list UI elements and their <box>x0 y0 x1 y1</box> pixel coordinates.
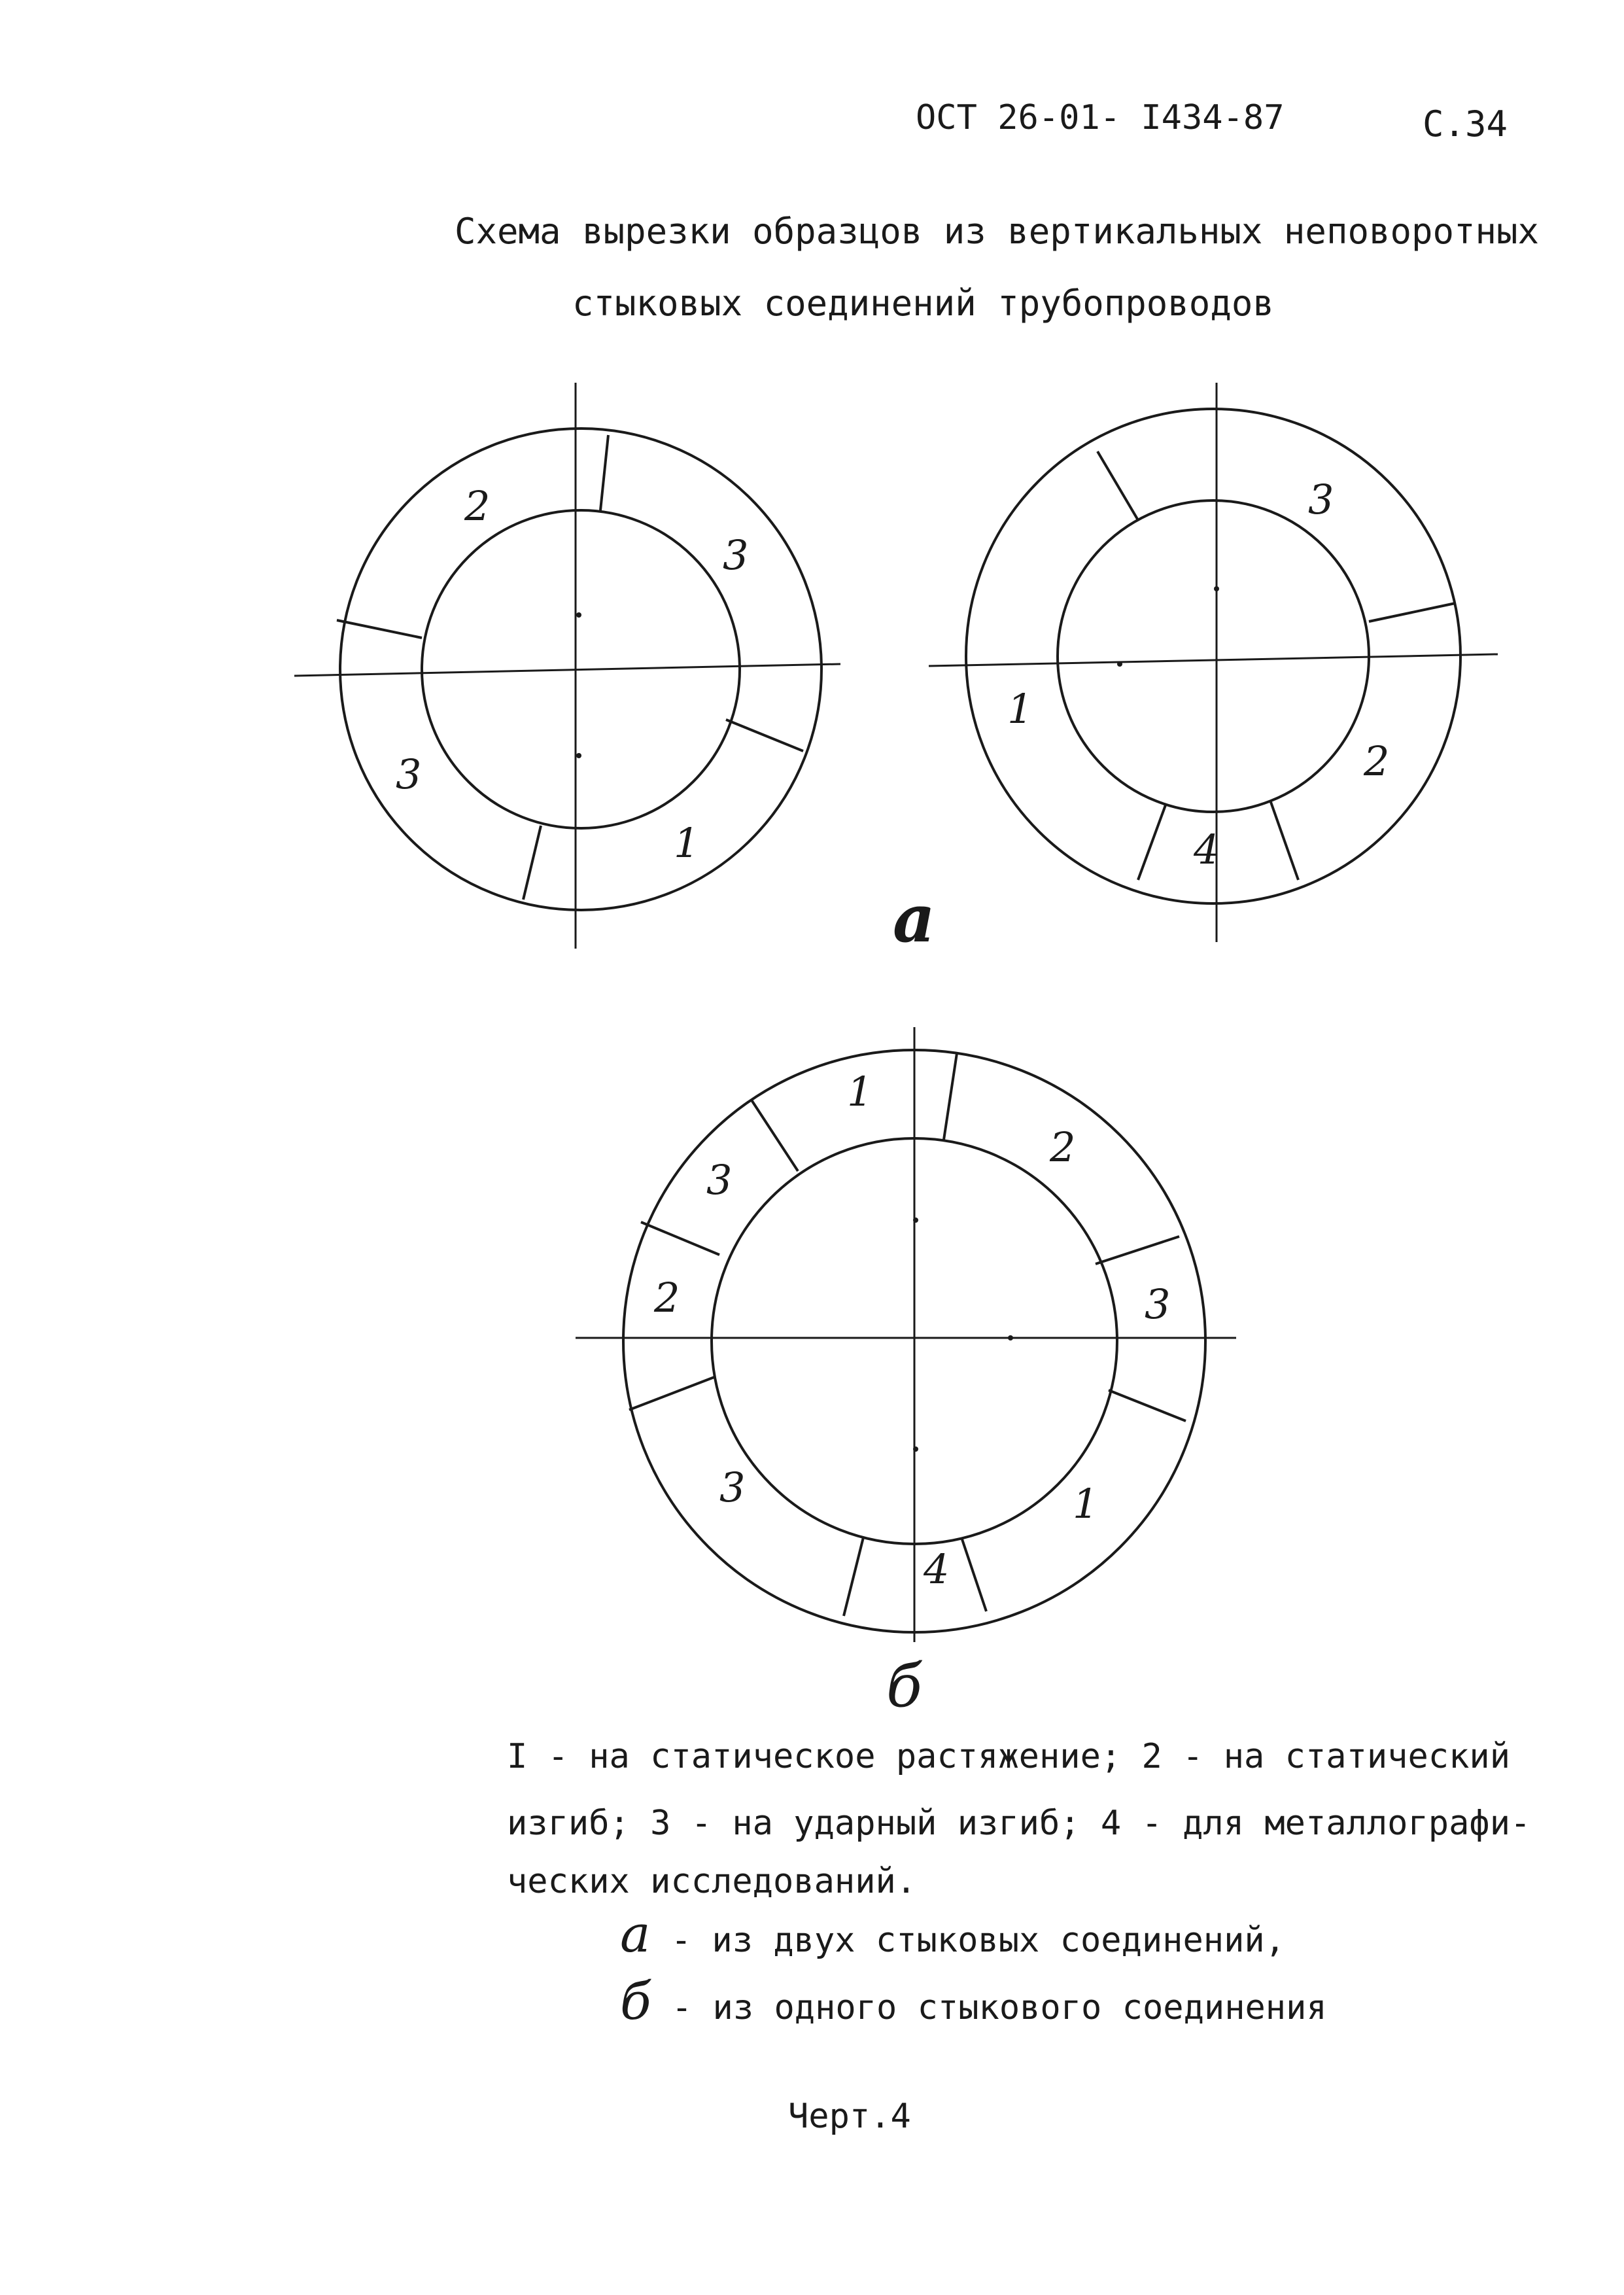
drawing-caption: Черт.4 <box>788 2097 911 2136</box>
segment-label: 2 <box>1364 737 1390 785</box>
segment-label: 1 <box>847 1068 873 1115</box>
legend-a-symbol: а <box>620 1905 651 1964</box>
segment-label: 2 <box>1050 1123 1076 1171</box>
horizontal-axis <box>294 664 840 676</box>
inner-circle <box>1058 500 1369 812</box>
segment-label: 3 <box>706 1156 733 1204</box>
cut-line <box>844 1537 863 1616</box>
cut-line <box>1271 802 1298 880</box>
drawing-title-line-2: стыковых соединений трубопроводов <box>572 283 1274 324</box>
legend-a-text: - из двух стыковых соединений, <box>650 1921 1286 1960</box>
legend-b-item <box>620 1972 1327 2031</box>
cut-line <box>944 1053 957 1140</box>
standard-code: ОСТ 26-01- I434-87 <box>916 98 1285 137</box>
legend-b-text: - из одного стыкового соединения <box>651 1988 1327 2027</box>
legend-line-3: ческих исследований. <box>507 1862 917 1901</box>
cut-line <box>1138 803 1166 880</box>
segment-label: 4 <box>924 1545 950 1593</box>
segment-label: 1 <box>674 819 700 867</box>
segment-label: 3 <box>396 750 422 798</box>
figure-a-label: а <box>893 880 935 957</box>
legend-line-1: I - на статическое растяжение; 2 - на статический <box>507 1737 1511 1776</box>
segment-label: 3 <box>1308 476 1334 523</box>
cut-line <box>337 620 422 638</box>
segment-label: 2 <box>654 1274 680 1322</box>
cut-line <box>1369 603 1455 622</box>
cut-line <box>751 1099 798 1171</box>
figure-a-left-ring <box>294 383 840 949</box>
segment-label: 2 <box>464 482 491 530</box>
cut-line <box>523 826 541 900</box>
cut-line <box>1097 451 1138 520</box>
cut-line <box>961 1537 986 1611</box>
segment-label: 3 <box>719 1463 746 1511</box>
drawing-title-line-1: Схема вырезки образцов из вертикальных неповоротных <box>455 211 1540 252</box>
page-number: С.34 <box>1423 103 1508 145</box>
segment-label: 1 <box>1007 685 1033 733</box>
cut-line <box>600 435 608 510</box>
figure-b-label: б <box>886 1652 922 1721</box>
cut-line <box>1096 1236 1179 1264</box>
segment-label: 3 <box>1145 1280 1171 1328</box>
horizontal-axis <box>929 654 1498 666</box>
segment-label: 3 <box>723 531 749 579</box>
segment-label: 4 <box>1194 826 1220 873</box>
legend-line-2: изгиб; 3 - на ударный изгиб; 4 - для металлографи- <box>507 1804 1531 1843</box>
figure-b-ring <box>576 1027 1236 1642</box>
cut-line <box>629 1377 714 1410</box>
cut-line <box>726 720 803 751</box>
legend-a-item <box>620 1905 1285 1964</box>
segment-label: 1 <box>1073 1480 1099 1528</box>
cut-line <box>641 1222 719 1255</box>
legend-b-symbol: б <box>620 1972 651 2031</box>
cut-line <box>1109 1390 1186 1421</box>
